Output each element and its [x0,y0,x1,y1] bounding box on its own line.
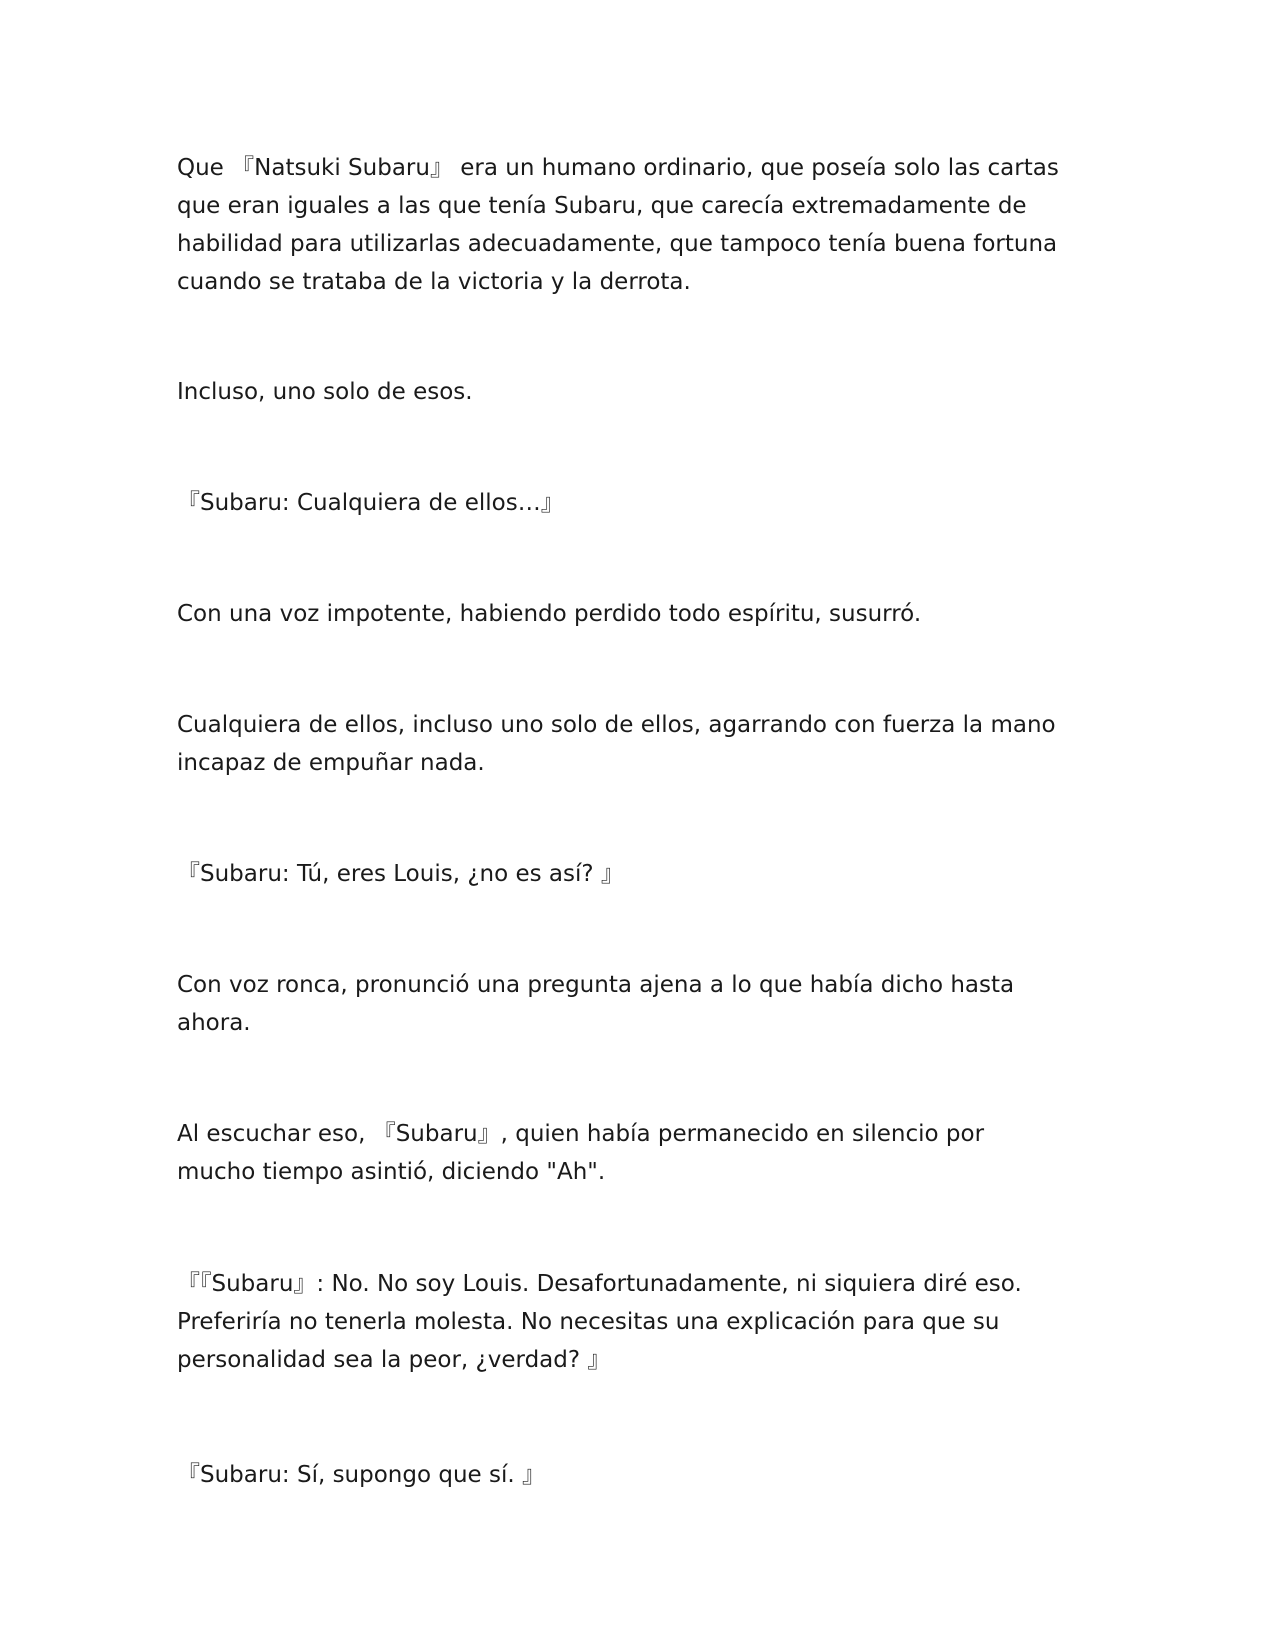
text-line: que eran iguales a las que tenía Subaru, que carecía extremadamente de [177,193,1027,219]
text-line: ahora. [177,1010,251,1036]
text-line: Con una voz impotente, habiendo perdido todo espíritu, susurró. [177,601,922,627]
text-line: 『Subaru: Tú, eres Louis, ¿no es así? 』 [177,861,624,887]
dialogue-line-3 [177,1265,1107,1379]
text-line: 『Subaru: Sí, supongo que sí. 』 [177,1462,545,1488]
text-line: Preferiría no tenerla molesta. No necesitas una explicación para que su [177,1309,1000,1335]
text-line: Al escuchar eso, 『Subaru』, quien había permanecido en silencio por [177,1121,985,1147]
text-line: incapaz de empuñar nada. [177,750,485,776]
text-line: 『『Subaru』: No. No soy Louis. Desafortunadamente, ni siquiera diré eso. [177,1271,1022,1297]
text-line: Cualquiera de ellos, incluso uno solo de ellos, agarrando con fuerza la mano [177,712,1056,738]
dialogue-line-4 [177,1456,1107,1494]
paragraph-6 [177,1115,1107,1191]
dialogue-line-1 [177,484,1107,522]
paragraph-5 [177,966,1107,1042]
text-line: 『Subaru: Cualquiera de ellos…』 [177,490,564,516]
paragraph-4 [177,706,1107,782]
paragraph-3 [177,595,1107,633]
text-line: Incluso, uno solo de esos. [177,379,473,405]
paragraph-2 [177,373,1107,411]
text-line: Que 『Natsuki Subaru』 era un humano ordinario, que poseía solo las cartas [177,155,1059,181]
text-line: personalidad sea la peor, ¿verdad? 』 [177,1347,611,1373]
dialogue-line-2 [177,855,1107,893]
text-line: mucho tiempo asintió, diciendo "Ah". [177,1159,606,1185]
paragraph-1 [177,149,1107,301]
text-line: cuando se trataba de la victoria y la derrota. [177,269,691,295]
text-line: habilidad para utilizarlas adecuadamente, que tampoco tenía buena fortuna [177,231,1058,257]
text-line: Con voz ronca, pronunció una pregunta ajena a lo que había dicho hasta [177,972,1015,998]
